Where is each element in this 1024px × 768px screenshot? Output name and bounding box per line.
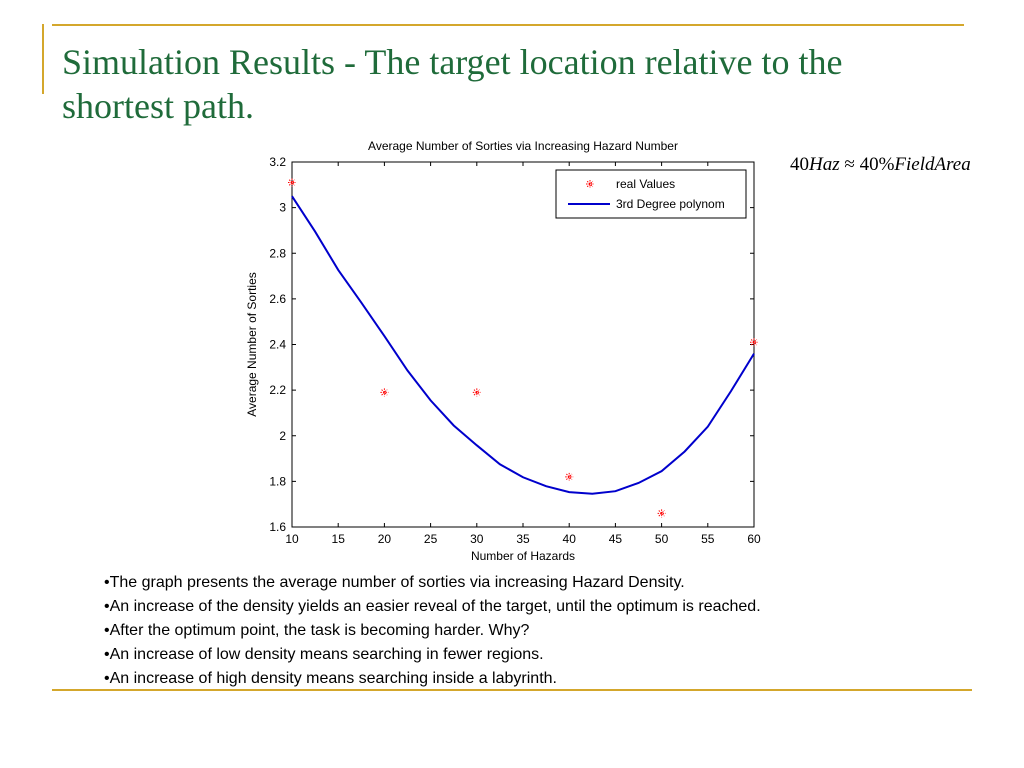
y-tick-label: 3 [279,200,286,215]
formula-approx: ≈ [844,154,855,175]
chart-title: Average Number of Sorties via Increasing Hazard Number [368,139,678,153]
x-tick-label: 40 [562,532,576,546]
slide-title: Simulation Results - The target location relative to the shortest path. [62,42,843,126]
x-tick-label: 10 [285,532,299,546]
top-accent-rule [52,24,964,26]
bullet-item: • After the optimum point, the task is becoming harder. Why? [104,619,984,643]
bullet-item: • An increase of the density yields an easier reveal of the target, until the optimum is reached. [104,595,984,619]
legend-label-polynom: 3rd Degree polynom [616,197,725,211]
formula-lhs-variable: Haz [809,154,840,175]
bullet-item: • An increase of high density means searching inside a labyrinth. [104,667,984,691]
formula-lhs-number: 40 [790,154,809,175]
y-axis-label: Average Number of Sorties [245,272,259,417]
y-tick-label: 2 [279,428,286,443]
legend-label-real-values: real Values [616,177,676,191]
x-tick-label: 30 [470,532,484,546]
x-tick-label: 25 [423,532,438,546]
x-tick-label: 20 [377,532,392,546]
bullet-item: • An increase of low density means searching in fewer regions. [104,643,984,667]
y-tick-label: 3.2 [269,155,286,169]
formula-rhs-variable: FieldArea [894,154,971,175]
x-tick-label: 35 [516,532,530,546]
y-tick-label: 2.8 [269,246,286,261]
x-tick-label: 50 [654,532,669,546]
bullet-list [104,571,984,691]
y-tick-label: 1.6 [269,520,286,534]
hazard-formula [790,154,971,176]
y-tick-label: 2.2 [269,383,286,398]
x-tick-label: 55 [701,532,715,546]
bullet-item: • The graph presents the average number of sorties via increasing Hazard Density. [104,571,984,595]
y-tick-label: 1.8 [269,474,286,489]
x-tick-label: 60 [747,532,761,546]
x-tick-label: 45 [608,532,623,546]
formula-rhs-number: 40% [859,154,895,175]
x-tick-label: 15 [331,532,345,546]
y-tick-label: 2.4 [269,337,286,352]
y-tick-label: 2.6 [269,291,286,306]
x-axis-label: Number of Hazards [470,549,576,563]
left-accent-rule [42,24,44,94]
sorties-chart [230,134,775,574]
